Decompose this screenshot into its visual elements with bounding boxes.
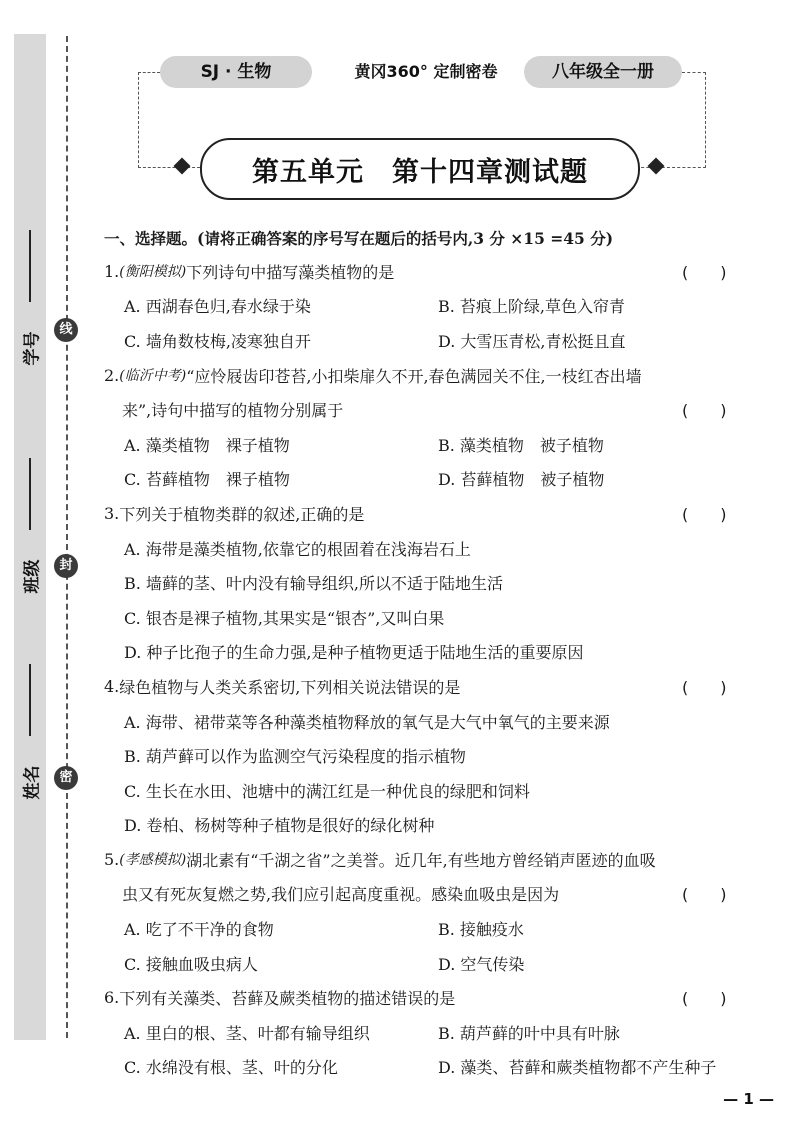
option-c: C. 水绵没有根、茎、叶的分化 [124, 1058, 338, 1078]
option-d: D. 苔藓植物 被子植物 [438, 470, 605, 490]
option-c: C. 接触血吸虫病人 [124, 954, 258, 974]
question-stem-cont: 来”,诗句中描写的植物分别属于 [122, 401, 344, 421]
question-3 [104, 496, 744, 669]
option-a: A. 海带是藻类植物,依靠它的根固着在浅海岩石上 [124, 539, 471, 559]
answer-bracket[interactable]: ( ) [682, 989, 727, 1009]
option-c: C. 墙角数枝梅,凌寒独自开 [124, 331, 311, 351]
question-stem-cont: 虫又有死灰复燃之势,我们应引起高度重视。感染血吸虫是因为 [122, 885, 560, 905]
diamond-ornament-right [648, 158, 665, 175]
page-title: 第五单元 第十四章测试题 [252, 156, 588, 188]
option-a: A. 西湖春色归,春水绿于染 [124, 297, 311, 317]
question-stem: 湖北素有“千湖之省”之美誉。近几年,有些地方曾经销声匿迹的血吸 [186, 850, 656, 870]
seal-mark-line: 线 [54, 318, 78, 342]
option-d: D. 种子比孢子的生命力强,是种子植物更适于陆地生活的重要原因 [124, 643, 584, 663]
header-connector [138, 167, 200, 168]
question-stem: 下列诗句中描写藻类植物的是 [186, 262, 395, 282]
question-1 [104, 254, 744, 358]
question-stem: 下列关于植物类群的叙述,正确的是 [119, 504, 365, 524]
answer-bracket[interactable]: ( ) [682, 677, 727, 697]
option-b: B. 葫芦藓的叶中具有叶脉 [438, 1023, 620, 1043]
class-underline [29, 458, 31, 530]
series-title: 黄冈360° 定制密卷 [354, 62, 498, 81]
option-c: C. 银杏是裸子植物,其果实是“银杏”,又叫白果 [124, 608, 445, 628]
section-heading: 一、选择题。(请将正确答案的序号写在题后的括号内,3 分 ×15 =45 分) [104, 229, 614, 248]
option-b: B. 葫芦藓可以作为监测空气污染程度的指示植物 [124, 747, 466, 767]
question-source: (孝感模拟) [119, 852, 187, 869]
option-b: B. 接触疫水 [438, 920, 524, 940]
option-a: A. 海带、裙带菜等各种藻类植物释放的氧气是大气中氧气的主要来源 [124, 712, 610, 732]
page-number: — 1 — [723, 1090, 774, 1108]
header-connector [636, 167, 706, 168]
question-number: 1. [104, 261, 120, 281]
option-b: B. 苔痕上阶绿,草色入帘青 [438, 297, 626, 317]
question-stem: 绿色植物与人类关系密切,下列相关说法错误的是 [119, 677, 461, 697]
question-number: 6. [104, 988, 120, 1008]
cut-line [66, 36, 68, 1038]
class-label: 班级 [22, 559, 43, 594]
question-number: 5. [104, 849, 120, 869]
question-number: 2. [104, 365, 120, 385]
option-d: D. 藻类、苔藓和蕨类植物都不产生种子 [438, 1058, 717, 1078]
answer-bracket[interactable]: ( ) [682, 504, 727, 524]
diamond-ornament-left [174, 158, 191, 175]
option-a: A. 藻类植物 裸子植物 [124, 435, 290, 455]
answer-bracket[interactable]: ( ) [682, 401, 727, 421]
class-field [14, 458, 46, 594]
option-c: C. 生长在水田、池塘中的满江红是一种优良的绿肥和饲料 [124, 781, 530, 801]
grade-pill: 八年级全一册 [524, 56, 682, 88]
question-source: (临沂中考) [119, 368, 187, 385]
header-connector [705, 72, 706, 168]
option-d: D. 大雪压青松,青松挺且直 [438, 331, 626, 351]
name-underline [29, 664, 31, 736]
option-d: D. 卷柏、杨树等种子植物是很好的绿化树种 [124, 816, 435, 836]
student-id-label: 学号 [22, 331, 43, 366]
option-a: A. 吃了不干净的食物 [124, 920, 274, 940]
header-connector [138, 72, 160, 73]
header-connector [682, 72, 706, 73]
student-id-underline [29, 230, 31, 302]
seal-mark-secret: 密 [54, 766, 78, 790]
title-box [200, 138, 640, 200]
name-label: 姓名 [22, 765, 43, 800]
seal-mark-seal: 封 [54, 554, 78, 578]
question-5 [104, 842, 744, 980]
question-number: 4. [104, 676, 120, 696]
option-b: B. 墙藓的茎、叶内没有输导组织,所以不适于陆地生活 [124, 574, 504, 594]
subject-pill: SJ · 生物 [160, 56, 312, 88]
question-4 [104, 669, 744, 842]
question-number: 3. [104, 503, 120, 523]
question-2 [104, 358, 744, 496]
answer-bracket[interactable]: ( ) [682, 262, 727, 282]
option-d: D. 空气传染 [438, 954, 525, 974]
question-stem: “应怜屐齿印苍苔,小扣柴扉久不开,春色满园关不住,一枝红杏出墙 [186, 366, 642, 386]
option-b: B. 藻类植物 被子植物 [438, 435, 604, 455]
answer-bracket[interactable]: ( ) [682, 885, 727, 905]
header-connector [138, 72, 139, 168]
student-id-field [14, 230, 46, 366]
option-a: A. 里白的根、茎、叶都有输导组织 [124, 1023, 370, 1043]
option-c: C. 苔藓植物 裸子植物 [124, 470, 290, 490]
question-6 [104, 980, 744, 1084]
question-list [104, 224, 744, 1084]
name-field [14, 664, 46, 800]
question-stem: 下列有关藻类、苔藓及蕨类植物的描述错误的是 [119, 989, 456, 1009]
question-source: (衡阳模拟) [119, 264, 187, 281]
